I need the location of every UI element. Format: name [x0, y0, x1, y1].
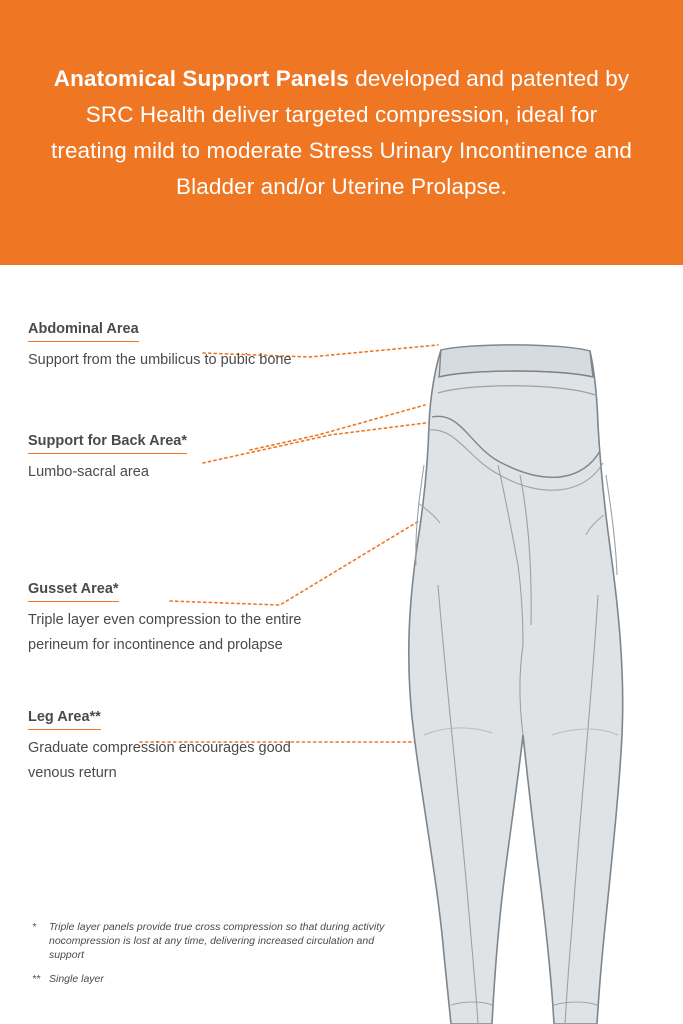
footnotes	[32, 920, 412, 996]
banner-text	[46, 61, 637, 205]
callout-body: Support from the umbilicus to pubic bone	[28, 352, 292, 368]
diagram-panel	[0, 265, 683, 1024]
callout-gusset-area	[28, 580, 358, 658]
callout-title: Abdominal Area	[28, 321, 139, 342]
garment-body	[409, 350, 623, 1024]
callout-support-for-back-area	[28, 432, 358, 485]
callout-title: Support for Back Area*	[28, 433, 187, 454]
footnote-item	[32, 972, 412, 986]
footnote-item	[32, 920, 412, 962]
compression-leggings-illustration	[409, 345, 623, 1024]
footnote-text: Single layer	[49, 973, 104, 985]
callout-title: Leg Area**	[28, 709, 101, 730]
callout-abdominal-area	[28, 320, 358, 373]
banner-lead-text: Anatomical Support Panels	[53, 65, 349, 91]
footnote-marker: **	[32, 973, 41, 985]
header-banner	[0, 0, 683, 265]
callout-body: Graduate compression encourages good venous return	[28, 740, 291, 781]
callout-title: Gusset Area*	[28, 581, 119, 602]
footnote-text: Triple layer panels provide true cross compression so that during activity nocompression is lost at any time, delivering increased circulation and support	[49, 921, 385, 961]
callout-body: Lumbo-sacral area	[28, 464, 149, 480]
banner-rest-text: developed and patented by SRC Health deliver targeted compression, ideal for treating mild to moderate Stress Urinary Incontinence and Bladder and/or Uterine Prolapse.	[51, 65, 632, 199]
callout-body: Triple layer even compression to the entire perineum for incontinence and prolapse	[28, 612, 302, 653]
callout-leg-area	[28, 708, 358, 786]
footnote-marker: *	[32, 921, 37, 933]
